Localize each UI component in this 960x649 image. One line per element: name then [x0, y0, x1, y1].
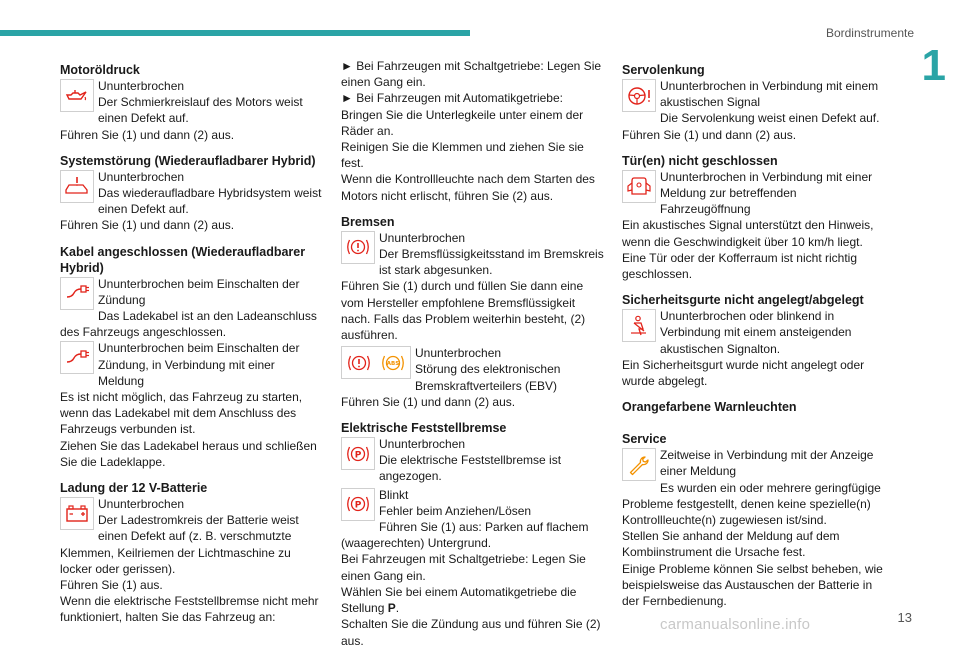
heading-brakes: Bremsen — [341, 214, 395, 229]
epb-a-desc: Die elektrische Feststellbremse ist angezogen. — [379, 453, 562, 484]
heading-seatbelts: Sicherheitsgurte nicht angelegt/abgelegt — [622, 293, 864, 308]
belts-state: Ununterbrochen oder blinkend in Verbindung mit einem ansteigenden akustischen Signalton. — [660, 309, 852, 356]
wrench-icon — [622, 448, 656, 481]
entry-doors — [622, 169, 884, 218]
service-state: Zeitweise in Verbindung mit der Anzeige einer Meldung — [660, 448, 874, 479]
brakes-a-desc: Der Bremsflüssigkeitsstand im Bremskreis ist stark abgesunken. — [379, 247, 604, 278]
service-note: Einige Probleme können Sie selbst beheben, wie beispielsweise das Austauschen der Batterie in der Fernbedienung. — [622, 561, 883, 609]
charging-plug-icon — [60, 277, 94, 310]
steering-action: Führen Sie (1) und dann (2) aus. — [622, 127, 797, 142]
epb-a-state: Ununterbrochen — [379, 437, 466, 452]
oil-state: Ununterbrochen — [98, 79, 185, 93]
svg-text:P: P — [354, 450, 362, 461]
brakes-b-state: Ununterbrochen — [415, 346, 502, 361]
cable-a-state: Ununterbrochen beim Einschalten der Zündung — [98, 276, 300, 307]
step-clean: Reinigen Sie die Klemmen und ziehen Sie sie fest. — [341, 140, 584, 171]
parking-brake-icon — [341, 488, 375, 521]
entry-parking-brake-a — [341, 436, 606, 485]
battery-action: Führen Sie (1) aus. — [60, 578, 163, 593]
hybrid-state: Ununterbrochen — [98, 169, 185, 184]
entry-brakes-b — [341, 345, 606, 394]
oil-action: Führen Sie (1) und dann (2) aus. — [60, 127, 235, 142]
parking-brake-icon — [341, 437, 375, 470]
open-door-icon — [622, 170, 656, 203]
steering-wheel-warning-icon — [622, 79, 656, 112]
steering-desc: Die Servolenkung weist einen Defekt auf. — [660, 111, 880, 126]
entry-cable-connected-a — [60, 276, 322, 308]
doors-desc: Ein akustisches Signal unterstützt den Hinweis, wenn die Geschwindigkeit über 10 km/h liegt. — [622, 218, 874, 249]
abs-icon — [379, 352, 407, 374]
hybrid-action: Führen Sie (1) und dann (2) aus. — [60, 218, 235, 233]
heading-steering: Servolenkung — [622, 63, 705, 77]
heading-cable-connected: Kabel angeschlossen (Wiederaufladbarer Hybrid) — [60, 244, 306, 275]
watermark: carmanualsonline.info — [660, 616, 811, 633]
heading-service: Service — [622, 432, 667, 447]
epb-b-automatic-end: . — [395, 601, 400, 616]
brakes-b-desc: Störung des elektronischen Bremskraftverteilers (EBV) — [415, 362, 561, 393]
belts-desc: Ein Sicherheitsgurt wurde nicht angelegt oder wurde abgelegt. — [622, 357, 865, 389]
entry-parking-brake-b — [341, 487, 606, 519]
chapter-number: 1 — [921, 41, 946, 90]
entry-service — [622, 447, 884, 479]
column-1 — [60, 58, 322, 626]
epb-b-desc: Fehler beim Anziehen/Lösen — [379, 503, 532, 518]
heading-parking-brake: Elektrische Feststellbremse — [341, 421, 507, 436]
doors-cause: Eine Tür oder der Kofferraum ist nicht richtig geschlossen. — [622, 250, 857, 282]
epb-b-manual: Bei Fahrzeugen mit Schaltgetriebe: Legen Sie einen Gang ein. — [341, 552, 586, 583]
gear-position-p: P — [387, 601, 396, 616]
brake-warning-icon — [345, 352, 373, 374]
heading-battery: Ladung der 12 V-Batterie — [60, 481, 208, 496]
entry-steering — [622, 78, 884, 110]
step-manual: ► Bei Fahrzeugen mit Schaltgetriebe: Legen Sie einen Gang ein. — [341, 59, 602, 90]
battery-note: Wenn die elektrische Feststellbremse nicht mehr funktioniert, halten Sie das Fahrzeug an: — [60, 594, 319, 625]
oil-can-icon — [60, 79, 94, 112]
brakes-a-action: Führen Sie (1) durch und füllen Sie dann eine vom Hersteller empfohlene Bremsflüssigkeit nach. Falls das Problem weiterhin besteht, (2) ausführen. — [341, 279, 586, 343]
entry-battery — [60, 496, 322, 577]
epb-b-automatic — [341, 584, 606, 616]
cable-b-state: Ununterbrochen beim Einschalten der Zündung, in Verbindung mit einer Meldung — [98, 341, 300, 388]
header-accent-bar — [0, 30, 470, 36]
service-desc: Es wurden ein oder mehrere geringfügige Probleme festgestellt, denen keine spezielle(n) Kontrollleuchte(n) zugewiesen ist/sind. — [622, 480, 881, 528]
svg-text:P: P — [354, 500, 362, 511]
epb-b-action: Führen Sie (1) aus: Parken auf flachem (waagerechten) Untergrund. — [341, 520, 589, 551]
heading-oil-pressure: Motoröldruck — [60, 63, 140, 77]
brakes-a-state: Ununterbrochen — [379, 230, 466, 245]
page-number: 13 — [897, 610, 912, 625]
charging-plug-icon — [60, 341, 94, 374]
step-automatic: ► Bei Fahrzeugen mit Automatikgetriebe: Bringen Sie die Unterlegkeile unter einem der Räder an. — [341, 91, 584, 138]
battery-state: Ununterbrochen — [98, 497, 185, 512]
hybrid-desc: Das wiederaufladbare Hybridsystem weist einen Defekt auf. — [98, 186, 322, 217]
cable-a-desc: Das Ladekabel ist an den Ladeanschluss des Fahrzeugs angeschlossen. — [60, 309, 317, 340]
cable-b-desc: Es ist nicht möglich, das Fahrzeug zu starten, wenn das Ladekabel mit dem Anschluss des Fahrzeugs verbunden ist. — [60, 390, 303, 437]
entry-oil-pressure — [60, 78, 322, 127]
epb-b-ignition: Schalten Sie die Zündung aus und führen Sie (2) aus. — [341, 617, 601, 648]
column-2 — [341, 58, 606, 649]
column-3 — [622, 58, 884, 609]
doors-state: Ununterbrochen in Verbindung mit einer Meldung zur betreffenden Fahrzeugöffnung — [660, 169, 873, 217]
seatbelt-icon — [622, 309, 656, 342]
step-persist: Wenn die Kontrollleuchte nach dem Starten des Motors nicht erlischt, führen Sie (2) aus. — [341, 172, 595, 203]
epb-b-automatic-text: Wählen Sie bei einem Automatikgetriebe die Stellung — [341, 584, 577, 616]
entry-brakes-a — [341, 230, 606, 279]
battery-desc: Der Ladestromkreis der Batterie weist einen Defekt auf (z. B. verschmutzte Klemmen, Keilriemen der Lichtmaschine zu locker oder gerissen). — [60, 513, 299, 576]
brake-abs-icons — [341, 346, 411, 379]
oil-desc: Der Schmierkreislauf des Motors weist einen Defekt auf. — [98, 95, 303, 126]
heading-hybrid-fault: Systemstörung (Wiederaufladbarer Hybrid) — [60, 153, 316, 168]
hybrid-car-warning-icon — [60, 170, 94, 203]
cable-b-action: Ziehen Sie das Ladekabel heraus und schließen Sie die Ladeklappe. — [60, 438, 317, 469]
brake-warning-icon — [341, 231, 375, 264]
svg-text:ABS: ABS — [386, 360, 400, 367]
heading-orange-warnings: Orangefarbene Warnleuchten — [622, 400, 797, 415]
section-title: Bordinstrumente — [825, 26, 914, 40]
entry-hybrid-fault — [60, 169, 322, 218]
epb-b-state: Blinkt — [379, 487, 409, 502]
service-action: Stellen Sie anhand der Meldung auf dem Kombiinstrument die Ursache fest. — [622, 529, 840, 560]
entry-cable-connected-b — [60, 340, 322, 389]
heading-doors: Tür(en) nicht geschlossen — [622, 153, 778, 168]
steering-state: Ununterbrochen in Verbindung mit einem akustischen Signal — [660, 79, 879, 110]
battery-icon — [60, 497, 94, 530]
brakes-b-action: Führen Sie (1) und dann (2) aus. — [341, 394, 516, 409]
entry-seatbelts — [622, 308, 884, 357]
